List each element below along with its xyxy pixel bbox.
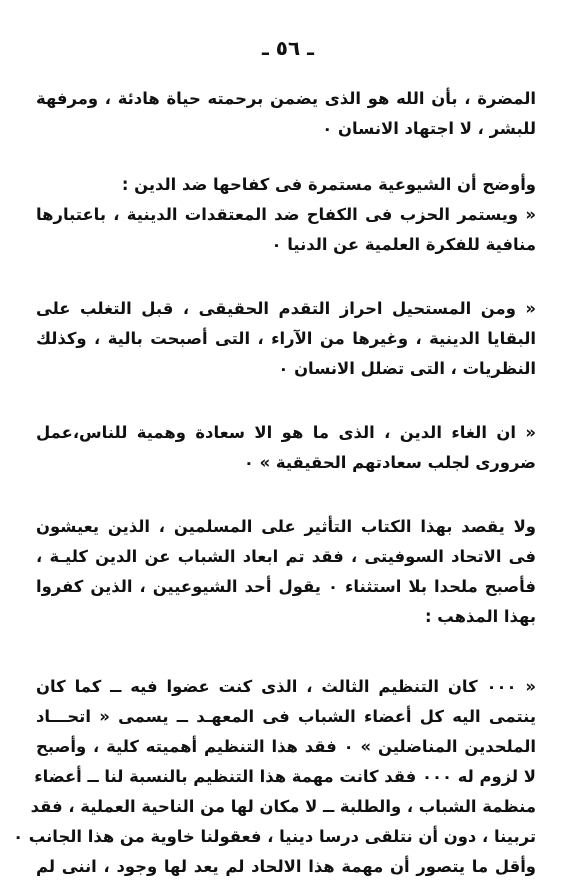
text-line: فى الاتحاد السوفيتى ، فقد تم ابعاد الشباب عن الدين كليـة ، xyxy=(36,547,536,566)
text-line: الملحدين المناضلين » ٠ فقد هذا التنظيم أهميته كلية ، وأصبح xyxy=(36,737,537,756)
text-line: وأقل ما يتصور أن مهمة هذا الالحاد لم يعد لها وجود ، اننى لم xyxy=(36,857,536,876)
paragraph-gap xyxy=(36,632,536,672)
paragraph-4 xyxy=(36,418,536,478)
paragraph-gap xyxy=(36,384,536,418)
text-line: بهذا المذهب : xyxy=(425,607,536,626)
text-line: البقايا الدينية ، وغيرها من الآراء ، التى أصبحت بالية ، وكذلك xyxy=(36,329,536,348)
text-line: « ويستمر الحزب فى الكفاح ضد المعتقدات الدينية ، باعتبارها xyxy=(36,205,536,224)
paragraph-2 xyxy=(36,170,536,260)
text-line: « ومن المستحيل احراز التقدم الحقيقى ، قبل التغلب على xyxy=(36,299,536,318)
text-line: للبشر ، لا اجتهاد الانسان ٠ xyxy=(322,119,536,138)
text-line: ضرورى لجلب سعادتهم الحقيقية » ٠ xyxy=(243,453,536,472)
text-line: تربينا ، دون أن نتلقى درسا دينيا ، فعقولنا خاوية من هذا الجانب ٠ xyxy=(13,827,536,846)
text-line: لا لزوم له ٠٠٠ فقد كانت مهمة هذا التنظيم بالنسبة لنا ــ أعضاء xyxy=(34,767,536,786)
text-line: منافية للفكرة العلمية عن الدنيا ٠ xyxy=(271,235,536,254)
text-line: ولا يقصد بهذا الكتاب التأثير على المسلمين ، الذين يعيشون xyxy=(36,517,536,536)
paragraph-5 xyxy=(36,512,536,632)
text-line: النظريات ، التى تضلل الانسان ٠ xyxy=(278,359,536,378)
text-line: فأصبح ملحدا بلا استثناء ٠ يقول أحد الشيوعيين ، الذين كفروا xyxy=(36,577,536,596)
paragraph-6 xyxy=(13,672,537,882)
paragraph-gap xyxy=(36,260,536,294)
page-number: ـ ٥٦ ـ xyxy=(261,36,315,60)
body-text xyxy=(13,84,537,882)
paragraph-gap xyxy=(36,144,536,170)
text-line: « ٠٠٠ كان التنظيم الثالث ، الذى كنت عضوا فيه ــ كما كان xyxy=(36,677,536,696)
text-line: ينتمى اليه كل أعضاء الشباب فى المعهـد ــ يسمى « اتحـــاد xyxy=(36,707,536,726)
paragraph-gap xyxy=(36,478,536,512)
paragraph-3 xyxy=(36,294,536,384)
paragraph-1 xyxy=(36,84,536,144)
text-line: المضرة ، بأن الله هو الذى يضمن برحمته حياة هادئة ، ومرفهة xyxy=(36,89,536,108)
text-line: وأوضح أن الشيوعية مستمرة فى كفاحها ضد الدين : xyxy=(121,175,536,194)
text-line: « ان الغاء الدين ، الذى ما هو الا سعادة وهمية للناس،عمل xyxy=(36,423,536,442)
text-line: منظمة الشباب ، والطلبة ــ لا مكان لها من الناحية العملية ، فقد xyxy=(30,797,536,816)
